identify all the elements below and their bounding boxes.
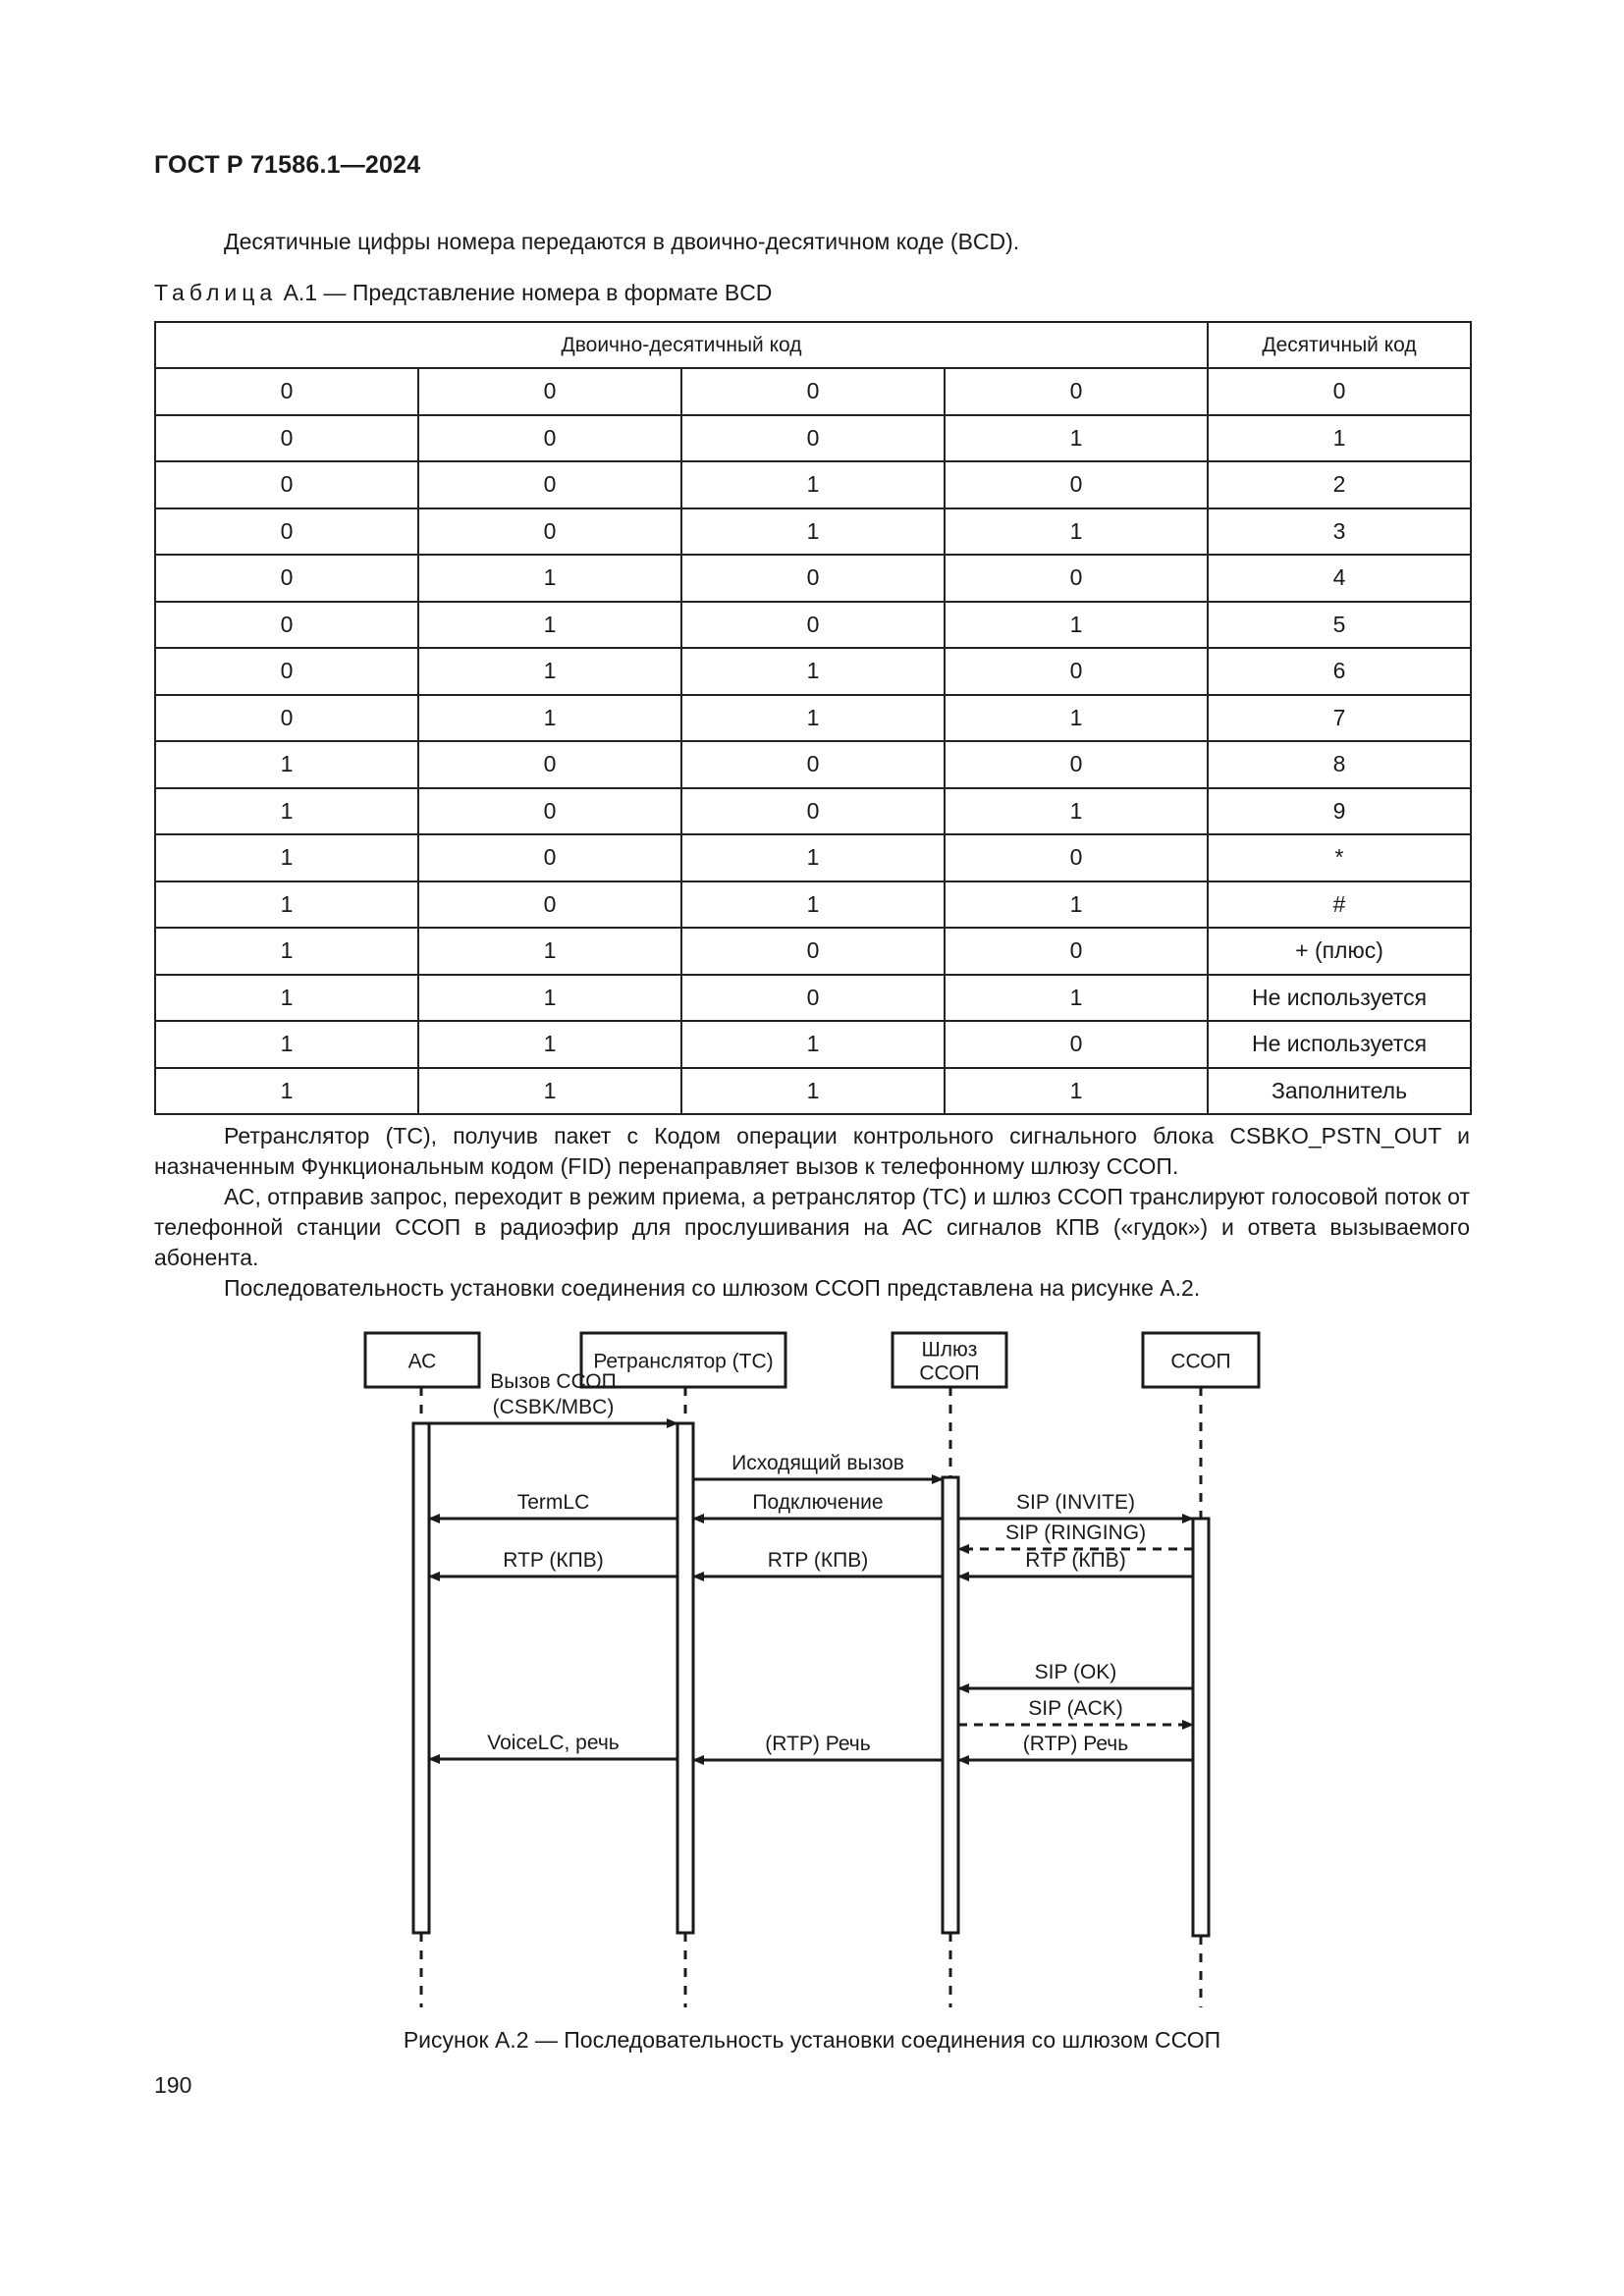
bcd-bit-cell: 0: [155, 508, 418, 556]
decimal-cell: 1: [1208, 415, 1471, 462]
bcd-bit-cell: 0: [945, 1021, 1208, 1068]
bcd-bit-cell: 1: [155, 1021, 418, 1068]
decimal-cell: Не используется: [1208, 1021, 1471, 1068]
table-caption-label: Таблица: [154, 280, 278, 305]
bcd-bit-cell: 1: [155, 881, 418, 929]
bcd-bit-cell: 0: [418, 881, 681, 929]
bcd-bit-cell: 0: [418, 368, 681, 415]
bcd-bit-cell: 1: [945, 508, 1208, 556]
decimal-cell: + (плюс): [1208, 928, 1471, 975]
bcd-bit-cell: 1: [681, 695, 945, 742]
bcd-bit-cell: 1: [681, 1068, 945, 1115]
bcd-bit-cell: 1: [945, 602, 1208, 649]
bcd-bit-cell: 1: [945, 881, 1208, 929]
decimal-cell: #: [1208, 881, 1471, 929]
message-label: SIP (INVITE): [1016, 1491, 1135, 1514]
message-label: (RTP) Речь: [1022, 1733, 1129, 1755]
actor-label-gw: Шлюз: [921, 1338, 978, 1362]
bcd-bit-cell: 1: [945, 415, 1208, 462]
bcd-bit-cell: 0: [155, 695, 418, 742]
bcd-bit-cell: 1: [681, 648, 945, 695]
bcd-bit-cell: 1: [681, 508, 945, 556]
actor-label-gw: ССОП: [919, 1362, 980, 1385]
activation-bar-pstn: [1193, 1519, 1209, 1936]
message-label: SIP (ACK): [1028, 1697, 1123, 1720]
bcd-bit-cell: 1: [681, 881, 945, 929]
table-header-bcd: Двоично-десятичный код: [155, 322, 1208, 368]
decimal-cell: 0: [1208, 368, 1471, 415]
bcd-bit-cell: 1: [155, 975, 418, 1022]
decimal-cell: 8: [1208, 741, 1471, 788]
figure-caption: Рисунок А.2 — Последовательность установки соединения со шлюзом ССОП: [403, 2027, 1221, 2053]
decimal-cell: Не используется: [1208, 975, 1471, 1022]
bcd-bit-cell: 1: [418, 695, 681, 742]
bcd-bit-cell: 0: [945, 741, 1208, 788]
message-label: (CSBK/MBC): [492, 1396, 615, 1418]
message-label: Подключение: [752, 1491, 884, 1514]
bcd-bit-cell: 0: [945, 368, 1208, 415]
bcd-bit-cell: 1: [418, 602, 681, 649]
bcd-bit-cell: 1: [418, 648, 681, 695]
bcd-bit-cell: 0: [155, 555, 418, 602]
bcd-bit-cell: 1: [418, 1021, 681, 1068]
bcd-bit-cell: 0: [681, 928, 945, 975]
bcd-bit-cell: 0: [155, 602, 418, 649]
bcd-bit-cell: 0: [681, 602, 945, 649]
actor-label-pstn: ССОП: [1170, 1350, 1231, 1373]
bcd-bit-cell: 1: [418, 555, 681, 602]
bcd-bit-cell: 1: [681, 1021, 945, 1068]
bcd-bit-cell: 1: [681, 461, 945, 508]
message-label: Исходящий вызов: [731, 1452, 904, 1474]
bcd-bit-cell: 1: [418, 975, 681, 1022]
paragraph-as: АС, отправив запрос, переходит в режим приема, а ретранслятор (ТС) и шлюз ССОП транслируют голосовой поток от телефонной станции ССОП в радиоэфир для прослушивания на АС сигналов КПВ («гудок») и ответа вызываемого абонента.: [154, 1184, 1470, 1270]
intro-paragraph: Десятичные цифры номера передаются в двоично-десятичном коде (BCD).: [224, 229, 1020, 254]
activation-bar-tc: [677, 1423, 693, 1933]
decimal-cell: 3: [1208, 508, 1471, 556]
bcd-bit-cell: 1: [155, 1068, 418, 1115]
bcd-bit-cell: 0: [945, 928, 1208, 975]
bcd-bit-cell: 1: [418, 928, 681, 975]
paragraph-relay: Ретранслятор (ТС), получив пакет с Кодом операции контрольного сигнального блока CSBKO_PSTN_OUT и назначенным Функциональным кодом (FID) перенаправляет вызов к телефонному шлюзу ССОП.: [154, 1123, 1470, 1179]
bcd-bit-cell: 1: [155, 928, 418, 975]
bcd-bit-cell: 0: [945, 461, 1208, 508]
page-number: 190: [154, 2072, 192, 2098]
bcd-bit-cell: 0: [945, 834, 1208, 881]
bcd-bit-cell: 1: [681, 834, 945, 881]
document-header: ГОСТ Р 71586.1—2024: [154, 151, 421, 179]
bcd-bit-cell: 0: [681, 741, 945, 788]
message-label: VoiceLC, речь: [487, 1732, 620, 1754]
bcd-bit-cell: 0: [681, 975, 945, 1022]
bcd-bit-cell: 0: [681, 368, 945, 415]
message-label: RTP (КПВ): [503, 1549, 604, 1572]
activation-bar-gw: [943, 1477, 958, 1933]
bcd-bit-cell: 0: [155, 415, 418, 462]
message-label: TermLC: [516, 1491, 590, 1514]
bcd-bit-cell: 1: [155, 834, 418, 881]
bcd-bit-cell: 0: [418, 508, 681, 556]
decimal-cell: *: [1208, 834, 1471, 881]
bcd-bit-cell: 0: [155, 368, 418, 415]
bcd-bit-cell: 0: [681, 415, 945, 462]
bcd-bit-cell: 0: [155, 461, 418, 508]
actor-label-as: АС: [407, 1350, 437, 1373]
bcd-bit-cell: 0: [681, 788, 945, 835]
message-label: SIP (OK): [1034, 1661, 1117, 1683]
message-label: RTP (КПВ): [767, 1549, 869, 1572]
message-label: RTP (КПВ): [1025, 1549, 1126, 1572]
decimal-cell: 7: [1208, 695, 1471, 742]
message-label: (RTP) Речь: [765, 1733, 871, 1755]
bcd-bit-cell: 1: [945, 695, 1208, 742]
message-label: Вызов ССОП: [490, 1370, 617, 1393]
table-caption-text: А.1 — Представление номера в формате BCD: [283, 280, 773, 305]
actor-label-tc: Ретранслятор (ТС): [593, 1350, 774, 1373]
bcd-bit-cell: 0: [418, 788, 681, 835]
bcd-bit-cell: 0: [945, 555, 1208, 602]
table-header-decimal: Десятичный код: [1208, 322, 1471, 368]
decimal-cell: 2: [1208, 461, 1471, 508]
decimal-cell: 5: [1208, 602, 1471, 649]
message-label: SIP (RINGING): [1004, 1522, 1147, 1544]
decimal-cell: 9: [1208, 788, 1471, 835]
bcd-bit-cell: 0: [418, 461, 681, 508]
paragraph-sequence: Последовательность установки соединения со шлюзом ССОП представлена на рисунке А.2.: [224, 1275, 1201, 1301]
bcd-bit-cell: 1: [155, 788, 418, 835]
bcd-bit-cell: 0: [418, 741, 681, 788]
bcd-bit-cell: 1: [945, 788, 1208, 835]
bcd-bit-cell: 0: [418, 415, 681, 462]
decimal-cell: Заполнитель: [1208, 1068, 1471, 1115]
bcd-bit-cell: 0: [155, 648, 418, 695]
bcd-bit-cell: 1: [945, 1068, 1208, 1115]
bcd-bit-cell: 1: [945, 975, 1208, 1022]
bcd-bit-cell: 0: [418, 834, 681, 881]
bcd-bit-cell: 0: [681, 555, 945, 602]
bcd-bit-cell: 0: [945, 648, 1208, 695]
decimal-cell: 4: [1208, 555, 1471, 602]
bcd-bit-cell: 1: [155, 741, 418, 788]
bcd-bit-cell: 1: [418, 1068, 681, 1115]
activation-bar-as: [413, 1423, 429, 1933]
decimal-cell: 6: [1208, 648, 1471, 695]
